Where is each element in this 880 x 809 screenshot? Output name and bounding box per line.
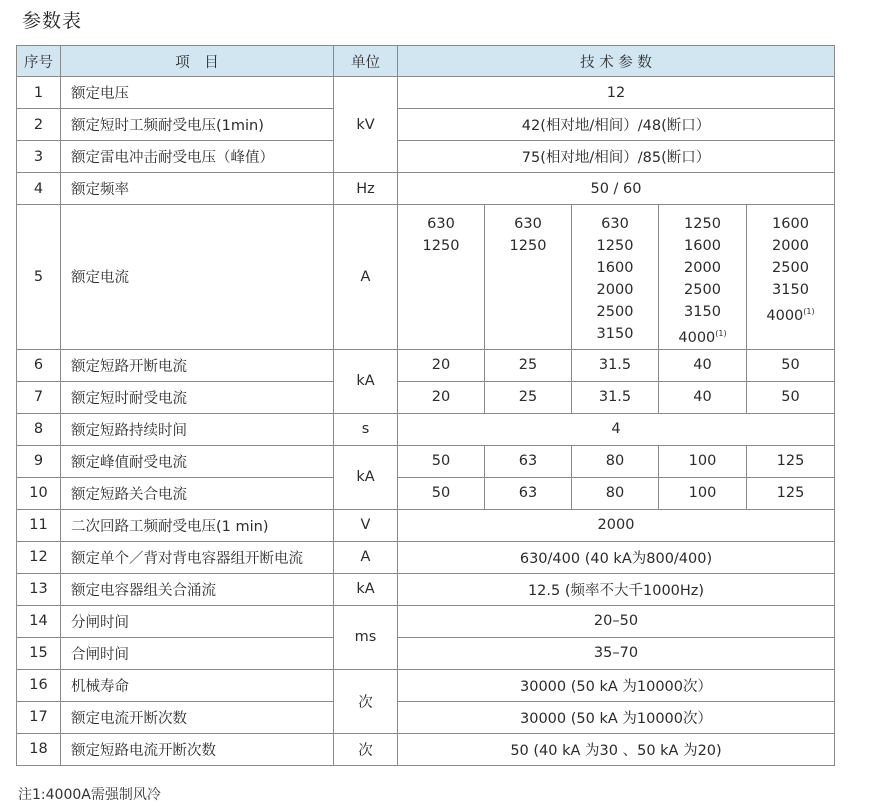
row-value: 50 / 60 (398, 173, 835, 205)
current-value: 1600 (596, 260, 634, 276)
row-value: 20 (398, 349, 485, 381)
current-cell (572, 205, 659, 350)
row-unit: kA (334, 573, 398, 605)
row-number: 17 (17, 701, 61, 733)
row-unit: A (334, 205, 398, 350)
row-value: 31.5 (572, 349, 659, 381)
table-row (17, 541, 835, 573)
row-number: 16 (17, 669, 61, 701)
current-value: 2500 (684, 282, 721, 298)
row-item: 额定峰值耐受电流 (61, 445, 334, 477)
current-value: 2500 (772, 260, 809, 276)
row-item: 额定电流 (61, 205, 334, 350)
current-value: 4000 (766, 307, 804, 324)
current-value: 1600 (684, 238, 721, 254)
row-number: 14 (17, 605, 61, 637)
current-value: 1250 (509, 238, 547, 254)
table-row (17, 509, 835, 541)
row-value: 80 (572, 477, 659, 509)
row-value: 125 (747, 477, 835, 509)
row-unit: V (334, 509, 398, 541)
row-item: 额定单个／背对背电容器组开断电流 (61, 541, 334, 573)
table-row (17, 733, 835, 765)
row-number: 15 (17, 637, 61, 669)
row-unit: kA (334, 349, 398, 413)
row-value: 50 (747, 381, 835, 413)
row-value: 630/400 (40 kA为800/400) (398, 541, 835, 573)
row-value: 50 (747, 349, 835, 381)
footnote-marker: (1) (803, 307, 815, 316)
row-item: 额定短时耐受电流 (61, 381, 334, 413)
row-value: 40 (659, 349, 747, 381)
row-value: 100 (659, 477, 747, 509)
row-number: 2 (17, 109, 61, 141)
row-value: 50 (398, 477, 485, 509)
row-item: 合闸时间 (61, 637, 334, 669)
table-row (17, 109, 835, 141)
row-item: 额定短时工频耐受电压(1min) (61, 109, 334, 141)
row-value: 50 (40 kA 为30 、50 kA 为20) (398, 733, 835, 765)
row-item: 二次回路工频耐受电压(1 min) (61, 509, 334, 541)
row-unit: s (334, 413, 398, 445)
row-item: 额定短路关合电流 (61, 477, 334, 509)
row-unit: kV (334, 77, 398, 173)
table-row (17, 141, 835, 173)
row-unit: A (334, 541, 398, 573)
footnote-marker: (1) (715, 329, 727, 338)
row-value: 75(相对地/相间）/85(断口） (398, 141, 835, 173)
row-value: 80 (572, 445, 659, 477)
table-row (17, 445, 835, 477)
row-value: 20–50 (398, 605, 835, 637)
row-value: 50 (398, 445, 485, 477)
table-row (17, 381, 835, 413)
row-unit: 次 (334, 669, 398, 733)
header-params: 技 术 参 数 (398, 46, 835, 77)
row-number: 11 (17, 509, 61, 541)
current-value: 4000 (678, 329, 716, 346)
current-cell (398, 205, 485, 350)
current-value: 630 (514, 216, 542, 232)
row-number: 12 (17, 541, 61, 573)
row-value: 35–70 (398, 637, 835, 669)
current-value: 2000 (772, 238, 809, 254)
row-value: 100 (659, 445, 747, 477)
row-number: 5 (17, 205, 61, 350)
page-title: 参数表 (22, 10, 83, 32)
current-value: 630 (601, 216, 629, 232)
header-item: 项 目 (61, 46, 334, 77)
table-row (17, 205, 835, 350)
row-unit: kA (334, 445, 398, 509)
row-value: 63 (485, 445, 572, 477)
row-value: 2000 (398, 509, 835, 541)
row-number: 18 (17, 733, 61, 765)
table-row (17, 477, 835, 509)
row-unit: ms (334, 605, 398, 669)
current-value: 1250 (684, 216, 721, 232)
row-number: 9 (17, 445, 61, 477)
row-item: 分闸时间 (61, 605, 334, 637)
current-value-with-note (659, 323, 746, 349)
row-value: 4 (398, 413, 835, 445)
row-number: 4 (17, 173, 61, 205)
current-value: 1250 (422, 238, 460, 254)
current-cell (659, 205, 747, 350)
row-value: 40 (659, 381, 747, 413)
row-number: 6 (17, 349, 61, 381)
table-row (17, 573, 835, 605)
header-unit: 单位 (334, 46, 398, 77)
row-value: 12.5 (频率不大千1000Hz) (398, 573, 835, 605)
row-value: 31.5 (572, 381, 659, 413)
row-item: 额定电容器组关合涌流 (61, 573, 334, 605)
parameter-table (16, 45, 835, 766)
row-value: 42(相对地/相间）/48(断口） (398, 109, 835, 141)
row-item: 机械寿命 (61, 669, 334, 701)
table-row (17, 413, 835, 445)
row-value: 30000 (50 kA 为10000次） (398, 701, 835, 733)
table-row (17, 669, 835, 701)
row-item: 额定电流开断次数 (61, 701, 334, 733)
current-value: 2500 (596, 304, 634, 320)
row-item: 额定短路持续时间 (61, 413, 334, 445)
current-value: 3150 (596, 326, 634, 342)
current-cell (485, 205, 572, 350)
row-number: 7 (17, 381, 61, 413)
row-item: 额定频率 (61, 173, 334, 205)
current-value: 2000 (596, 282, 634, 298)
footnote: 注1:4000A需强制风冷 (18, 787, 161, 803)
row-item: 额定电压 (61, 77, 334, 109)
row-number: 8 (17, 413, 61, 445)
row-value: 25 (485, 381, 572, 413)
row-value: 125 (747, 445, 835, 477)
header-seq: 序号 (17, 46, 61, 77)
row-number: 13 (17, 573, 61, 605)
table-row (17, 77, 835, 109)
row-value: 20 (398, 381, 485, 413)
row-unit: 次 (334, 733, 398, 765)
header-row (17, 46, 835, 77)
row-number: 1 (17, 77, 61, 109)
current-cell (747, 205, 835, 350)
row-value: 63 (485, 477, 572, 509)
current-value: 1600 (772, 216, 809, 232)
row-value: 12 (398, 77, 835, 109)
table-row (17, 701, 835, 733)
table-row (17, 637, 835, 669)
current-value: 3150 (772, 282, 809, 298)
row-value: 25 (485, 349, 572, 381)
table-row (17, 349, 835, 381)
current-value: 1250 (596, 238, 634, 254)
row-item: 额定短路电流开断次数 (61, 733, 334, 765)
current-value: 2000 (684, 260, 721, 276)
table-row (17, 173, 835, 205)
table-row (17, 605, 835, 637)
row-item: 额定雷电冲击耐受电压（峰值） (61, 141, 334, 173)
row-number: 3 (17, 141, 61, 173)
row-item: 额定短路开断电流 (61, 349, 334, 381)
row-value: 30000 (50 kA 为10000次） (398, 669, 835, 701)
current-value: 630 (427, 216, 455, 232)
row-number: 10 (17, 477, 61, 509)
row-unit: Hz (334, 173, 398, 205)
current-value-with-note (747, 301, 834, 327)
current-value: 3150 (684, 304, 721, 320)
